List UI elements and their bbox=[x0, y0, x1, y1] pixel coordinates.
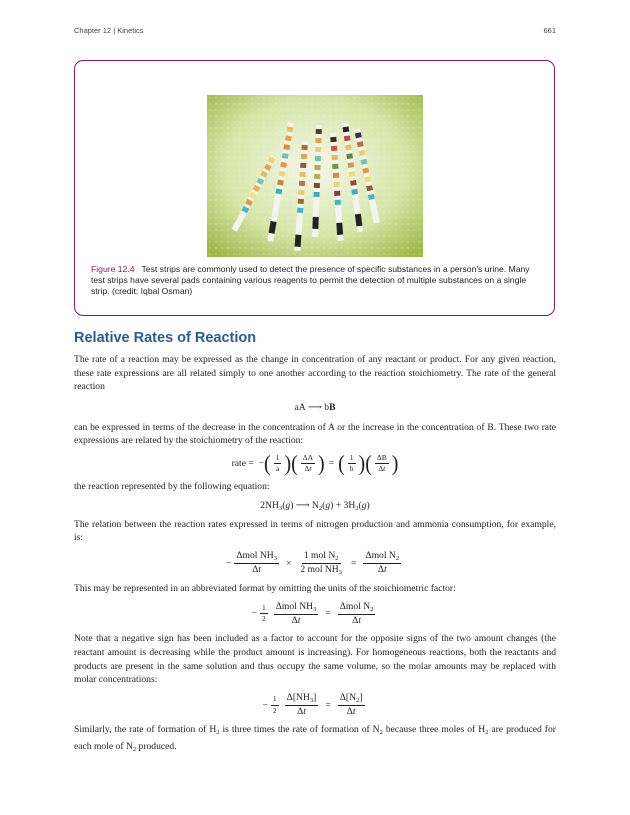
equation-rate-relation-full: − $\frac{\Delta mol NH_3}{\Delta t}$ × $\frac{1 mol N_2}{2 mol NH_3}$ = $\frac{\Delta mol N_2}{\Delta t}$ bbox=[225, 549, 400, 576]
figure-caption-text: Test strips are commonly used to detect the presence of specific substances in a person's urine. Many test strips have several pads containing various reagents to permit the detection of multiple substances on a single strip. (credit: Iqbal Osman) bbox=[91, 264, 530, 297]
paragraph-3: the reaction represented by the following equation: bbox=[74, 480, 270, 492]
paragraph-6: Note that a negative sign has been included as a factor to account for the opposite signs of the two amount changes (the reactant amount is decreasing while the product amount is increasing). For homogeneous reactions, both the reactants and products are present in the same solution and thus occupy the same volume, so the molar amounts may be replaced with molar concentrations: bbox=[74, 633, 556, 686]
test-strips-photo bbox=[207, 95, 423, 257]
equation-rate-definition: rate = − ( $\frac{1}{a}$ ) ( $\frac{\Delta A}{\Delta t}$ ) = ( $\frac{1}{b}$ ) ( $\frac{\Delta B}{\Delta t}$ ) bbox=[231, 451, 399, 477]
equation-rate-relation-concentration: − $\frac{1}{2}$ $\frac{\Delta[NH_3]}{\Delta t}$ = $\frac{\Delta[N_2]}{\Delta t}$ bbox=[262, 691, 363, 717]
equation-general-reaction: aA ⟶ bB bbox=[294, 401, 336, 413]
equation-rate-relation-abbrev: − $\frac{1}{2}$ $\frac{\Delta mol NH_3}{\Delta t}$ = $\frac{\Delta mol N_2}{\Delta t}$ bbox=[251, 600, 374, 626]
section-content bbox=[74, 330, 556, 757]
section-title: Relative Rates of Reaction bbox=[74, 330, 257, 346]
figure-box bbox=[74, 60, 555, 316]
paragraph-2: can be expressed in terms of the decrease in the concentration of A or the increase in the concentration of B. These two rate expressions are related by the stoichiometry of the reaction: bbox=[74, 421, 556, 447]
paragraph-7: Similarly, the rate of formation of $H_2$ is three times the rate of formation of $N_2$ because three moles of $H_2$ are produced for each mole of $N_2$ produced. bbox=[74, 724, 556, 753]
paragraph-1: The rate of a reaction may be expressed as the change in concentration of any reactant or product. For any given reaction, these rate expressions are all related simply to one another according to the reaction stoichiometry. The rate of the general reaction bbox=[74, 354, 556, 393]
paragraph-5: This may be represented in an abbreviated format by omitting the units of the stoichiometric factor: bbox=[74, 583, 456, 595]
paragraph-4: The relation between the reaction rates expressed in terms of nitrogen production and ammonia consumption, for example, is: bbox=[74, 518, 556, 544]
figure-caption bbox=[91, 264, 541, 298]
page-number: 661 bbox=[543, 26, 556, 35]
figure-label: Figure 12.4 bbox=[91, 264, 135, 274]
running-header: Chapter 12 | Kinetics bbox=[74, 26, 144, 35]
equation-ammonia-decomposition: $2NH_3(g)$ ⟶ $N_2(g) + 3H_2(g)$ bbox=[260, 499, 370, 512]
